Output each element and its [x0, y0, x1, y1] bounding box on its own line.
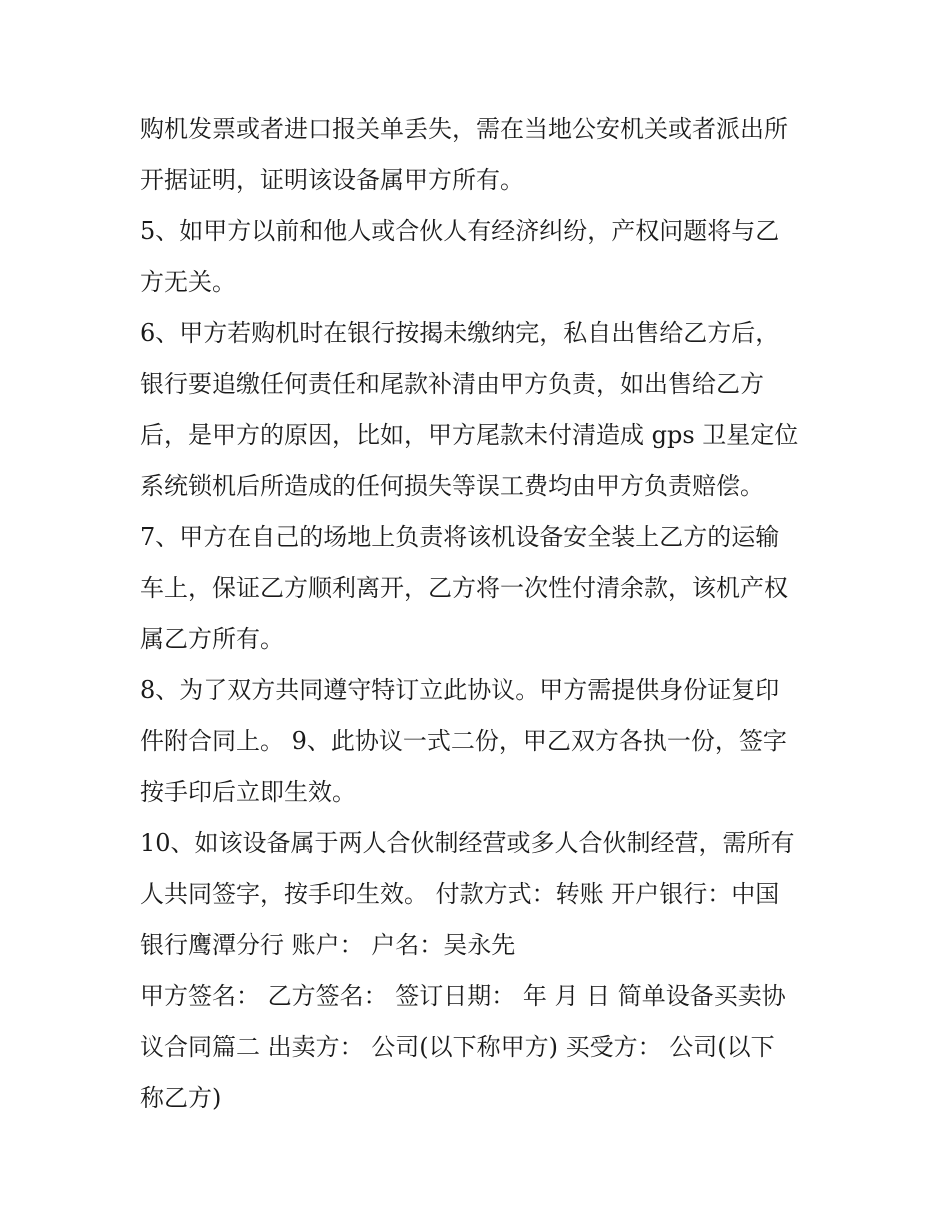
text-line: 银行要追缴任何责任和尾款补清由甲方负责，如出售给乙方 [140, 370, 764, 398]
text-line: 10、如该设备属于两人合伙制经营或多人合伙制经营，需所有 [140, 829, 795, 857]
text-line: 件附合同上。 9、此协议一式二份，甲乙双方各执一份，签字 [140, 727, 787, 755]
text-line: 购机发票或者进口报关单丢失，需在当地公安机关或者派出所 [140, 115, 788, 143]
text-line: 甲方签名： 乙方签名： 签订日期： 年 月 日 简单设备买卖协 [140, 982, 786, 1010]
text-line: 系统锁机后所造成的任何损失等误工费均由甲方负责赔偿。 [140, 472, 764, 500]
text-line: 银行鹰潭分行 账户： 户名：吴永先 [140, 931, 516, 959]
text-line: 5、如甲方以前和他人或合伙人有经济纠纷，产权问题将与乙 [140, 217, 780, 245]
text-line: 方无关。 [140, 268, 236, 296]
text-line: 称乙方) [140, 1084, 222, 1112]
text-line: 车上，保证乙方顺利离开，乙方将一次性付清余款，该机产权 [140, 574, 788, 602]
text-line: 按手印后立即生效。 [140, 778, 356, 806]
text-line: 7、甲方在自己的场地上负责将该机设备安全装上乙方的运输 [140, 523, 780, 551]
document-body [140, 104, 820, 1124]
text-line: 6、甲方若购机时在银行按揭未缴纳完，私自出售给乙方后， [140, 319, 780, 347]
text-line: 开据证明，证明该设备属甲方所有。 [140, 166, 524, 194]
text-line: 属乙方所有。 [140, 625, 284, 653]
text-line: 后，是甲方的原因，比如，甲方尾款未付清造成 gps 卫星定位 [140, 421, 799, 449]
text-line: 人共同签字，按手印生效。 付款方式：转账 开户银行：中国 [140, 880, 780, 908]
text-line: 议合同篇二 出卖方： 公司(以下称甲方) 买受方： 公司(以下 [140, 1033, 775, 1061]
text-line: 8、为了双方共同遵守特订立此协议。甲方需提供身份证复印 [140, 676, 780, 704]
